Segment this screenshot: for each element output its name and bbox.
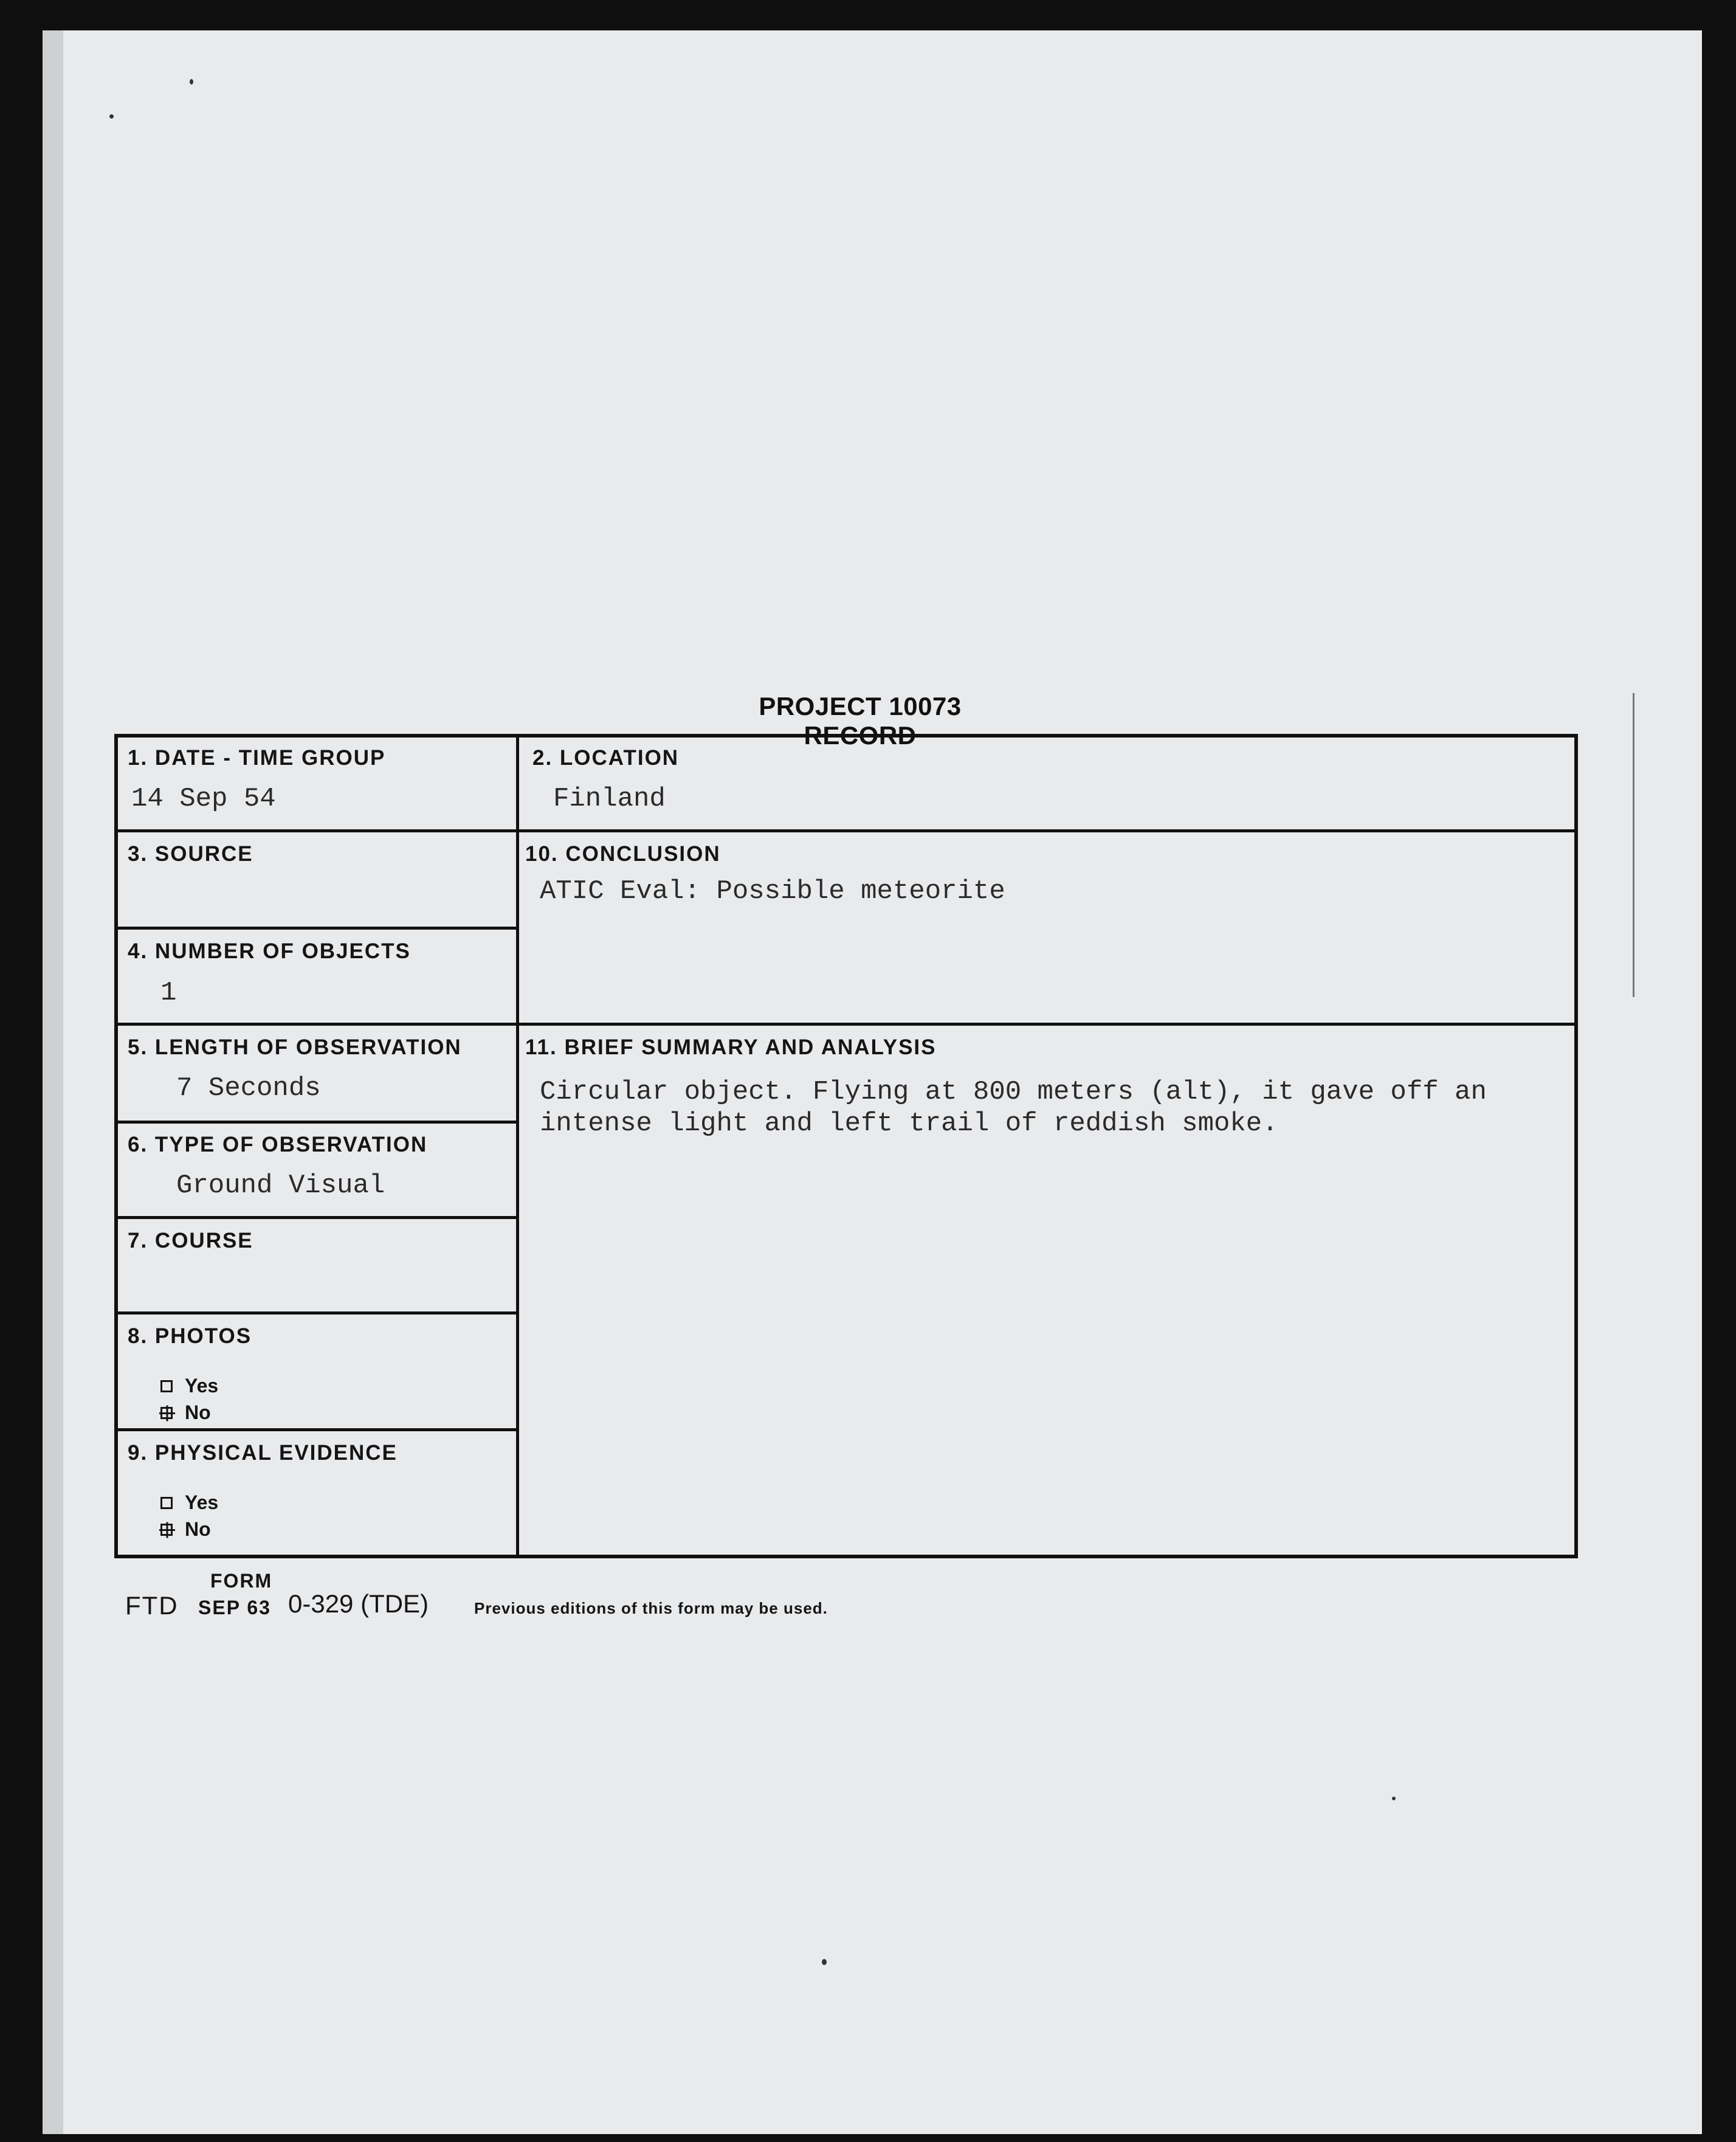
photos-yes-checkbox[interactable] xyxy=(160,1380,173,1392)
summary-value: Circular object. Flying at 800 meters (alt), it gave off an intense light and left trail of reddish smoke. xyxy=(540,1077,1487,1139)
record-form xyxy=(114,734,1578,1558)
physical-evidence-yes-option[interactable] xyxy=(160,1491,218,1514)
footer-date: SEP 63 xyxy=(198,1597,271,1619)
physical-evidence-no-checkbox[interactable] xyxy=(160,1524,173,1536)
scan-speck xyxy=(822,1959,827,1965)
photos-no-checkbox[interactable] xyxy=(160,1407,173,1419)
date-time-group-label: 1. DATE - TIME GROUP xyxy=(128,746,386,770)
conclusion-value: ATIC Eval: Possible meteorite xyxy=(540,876,1005,907)
physical-evidence-no-option[interactable] xyxy=(160,1518,211,1541)
physical-evidence-yes-label: Yes xyxy=(185,1491,219,1513)
number-of-objects-label: 4. NUMBER OF OBJECTS xyxy=(128,939,411,963)
footer-form-word: FORM xyxy=(210,1570,273,1592)
summary-label: 11. BRIEF SUMMARY AND ANALYSIS xyxy=(525,1035,937,1059)
row-divider xyxy=(118,1216,517,1219)
margin-rule xyxy=(1633,693,1634,997)
photos-no-option[interactable] xyxy=(160,1401,211,1424)
row-divider xyxy=(118,1121,517,1124)
photos-yes-label: Yes xyxy=(185,1375,219,1397)
scan-speck xyxy=(109,114,114,119)
location-label: 2. LOCATION xyxy=(532,746,680,770)
date-time-group-value: 14 Sep 54 xyxy=(131,784,276,814)
form-title: PROJECT 10073 RECORD xyxy=(759,692,962,750)
row-divider xyxy=(118,1023,1574,1026)
scan-speck xyxy=(1392,1797,1396,1800)
physical-evidence-yes-checkbox[interactable] xyxy=(160,1497,173,1509)
scan-speck xyxy=(190,79,193,85)
footer-form-number: 0-329 (TDE) xyxy=(288,1589,429,1618)
length-of-observation-label: 5. LENGTH OF OBSERVATION xyxy=(128,1035,462,1059)
source-label: 3. SOURCE xyxy=(128,842,253,866)
physical-evidence-no-label: No xyxy=(185,1518,211,1540)
photos-no-label: No xyxy=(185,1401,211,1423)
footer-note: Previous editions of this form may be used. xyxy=(474,1599,828,1617)
location-value: Finland xyxy=(553,784,666,814)
row-divider xyxy=(118,829,1574,832)
column-divider xyxy=(516,738,519,1555)
row-divider xyxy=(118,1311,517,1315)
course-label: 7. COURSE xyxy=(128,1229,253,1252)
row-divider xyxy=(118,927,517,930)
footer-ftd: FTD xyxy=(125,1591,179,1620)
row-divider xyxy=(118,1428,517,1431)
physical-evidence-label: 9. PHYSICAL EVIDENCE xyxy=(128,1441,398,1465)
number-of-objects-value: 1 xyxy=(160,978,177,1008)
photos-yes-option[interactable] xyxy=(160,1375,218,1397)
length-of-observation-value: 7 Seconds xyxy=(176,1073,321,1104)
page-edge-shadow xyxy=(43,30,63,2134)
photos-label: 8. PHOTOS xyxy=(128,1324,252,1348)
type-of-observation-value: Ground Visual xyxy=(176,1170,385,1201)
conclusion-label: 10. CONCLUSION xyxy=(525,842,721,866)
type-of-observation-label: 6. TYPE OF OBSERVATION xyxy=(128,1133,428,1156)
